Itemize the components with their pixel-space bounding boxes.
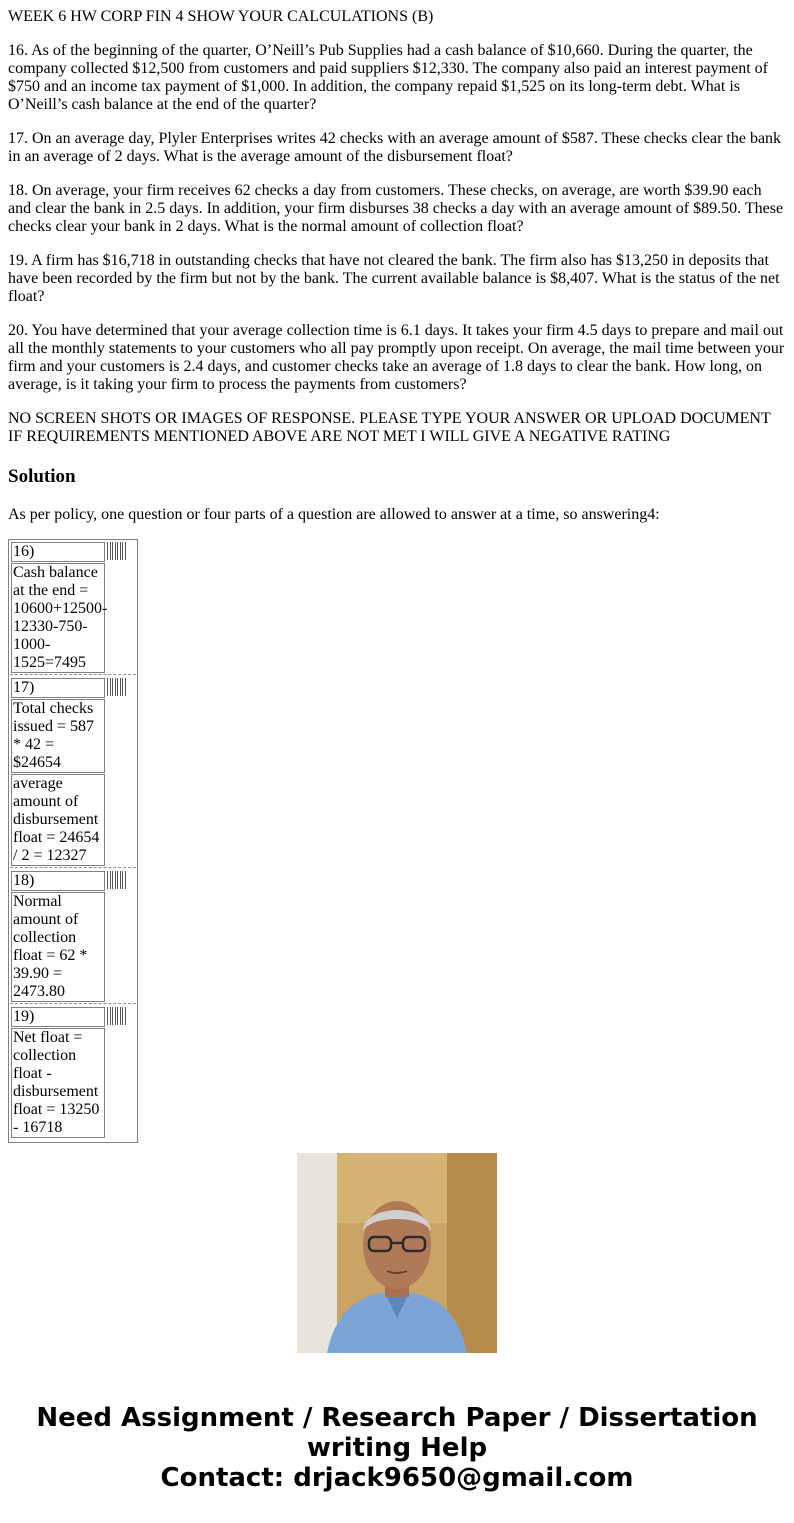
- document-body: [8, 8, 786, 524]
- row-label: 17): [11, 678, 105, 698]
- warning-note: NO SCREEN SHOTS OR IMAGES OF RESPONSE. PLEASE TYPE YOUR ANSWER OR UPLOAD DOCUMENT IF REQUIREMENTS MENTIONED ABOVE ARE NOT MET I WILL GIVE A NEGATIVE RATING: [8, 410, 771, 445]
- answer-cell: Total checks issued = 587 * 42 = $24654: [11, 699, 105, 773]
- question-20: 20. You have determined that your average collection time is 6.1 days. It takes your firm 4.5 days to prepare and mail out all the monthly statements to your customers who all pay promptly upon receipt. On average, the mail time between your firm and your customers is 2.4 days, and customer checks take an average of 1.8 days to clear the bank. How long, on average, is it taking your firm to process the payments from customers?: [8, 322, 785, 393]
- solution-row-17: [10, 677, 136, 868]
- answer-cell: Net float = collection float - disbursement float = 13250 - 16718: [11, 1028, 105, 1138]
- solution-row-19: [10, 1006, 136, 1139]
- question-17: 17. On an average day, Plyler Enterprises writes 42 checks with an average amount of $587. These checks clear the bank in an average of 2 days. What is the average amount of the disbursement float?: [8, 130, 782, 165]
- answer-cell: Normal amount of collection float = 62 * 39.90 = 2473.80: [11, 892, 105, 1002]
- question-19: 19. A firm has $16,718 in outstanding checks that have not cleared the bank. The firm also has $13,250 in deposits that have been recorded by the firm but not by the bank. The current available balance is $8,407. What is the status of the net float?: [8, 252, 780, 305]
- question-18: 18. On average, your firm receives 62 checks a day from customers. These checks, on average, are worth $39.90 each and clear the bank in 2.5 days. In addition, your firm disburses 38 checks a day with an average amount of $89.50. These checks clear your bank in 2 days. What is the normal amount of collection float?: [8, 182, 784, 235]
- solution-heading: Solution: [8, 466, 76, 487]
- page-title: WEEK 6 HW CORP FIN 4 SHOW YOUR CALCULATIONS (B): [8, 8, 434, 25]
- solution-table-viewport: [8, 539, 138, 1136]
- solution-table: [8, 539, 138, 1143]
- row-label: 19): [11, 1007, 105, 1027]
- promo-banner: [0, 1403, 794, 1493]
- answer-cell: Cash balance at the end = 10600+12500-12330-750-1000-1525=7495: [13, 564, 108, 671]
- question-16: 16. As of the beginning of the quarter, O’Neill’s Pub Supplies had a cash balance of $10,660. During the quarter, the company collected $12,500 from customers and paid suppliers $12,330. The company also paid an interest payment of $750 and an income tax payment of $1,000. In addition, the company repaid $1,525 on its long-term debt. What is O’Neill’s cash balance at the end of the quarter?: [8, 42, 768, 113]
- policy-note: As per policy, one question or four parts of a question are allowed to answer at a time, so answering4:: [8, 506, 660, 523]
- empty-columns: [107, 542, 127, 560]
- row-label: 18): [11, 871, 105, 891]
- author-avatar: [297, 1153, 497, 1353]
- promo-contact: Contact: drjack9650@gmail.com: [160, 1463, 634, 1493]
- promo-line-1: Need Assignment / Research Paper / Dissertation: [36, 1403, 758, 1433]
- answer-cell: average amount of disbursement float = 24654 / 2 = 12327: [11, 774, 105, 866]
- solution-row-18: [10, 870, 136, 1004]
- empty-columns: [107, 678, 127, 696]
- empty-columns: [107, 871, 127, 889]
- row-label: 16): [11, 542, 105, 562]
- promo-line-2: writing Help: [306, 1433, 488, 1463]
- solution-row-16: [10, 541, 136, 675]
- person-portrait-icon: [297, 1153, 497, 1353]
- empty-columns: [107, 1007, 127, 1025]
